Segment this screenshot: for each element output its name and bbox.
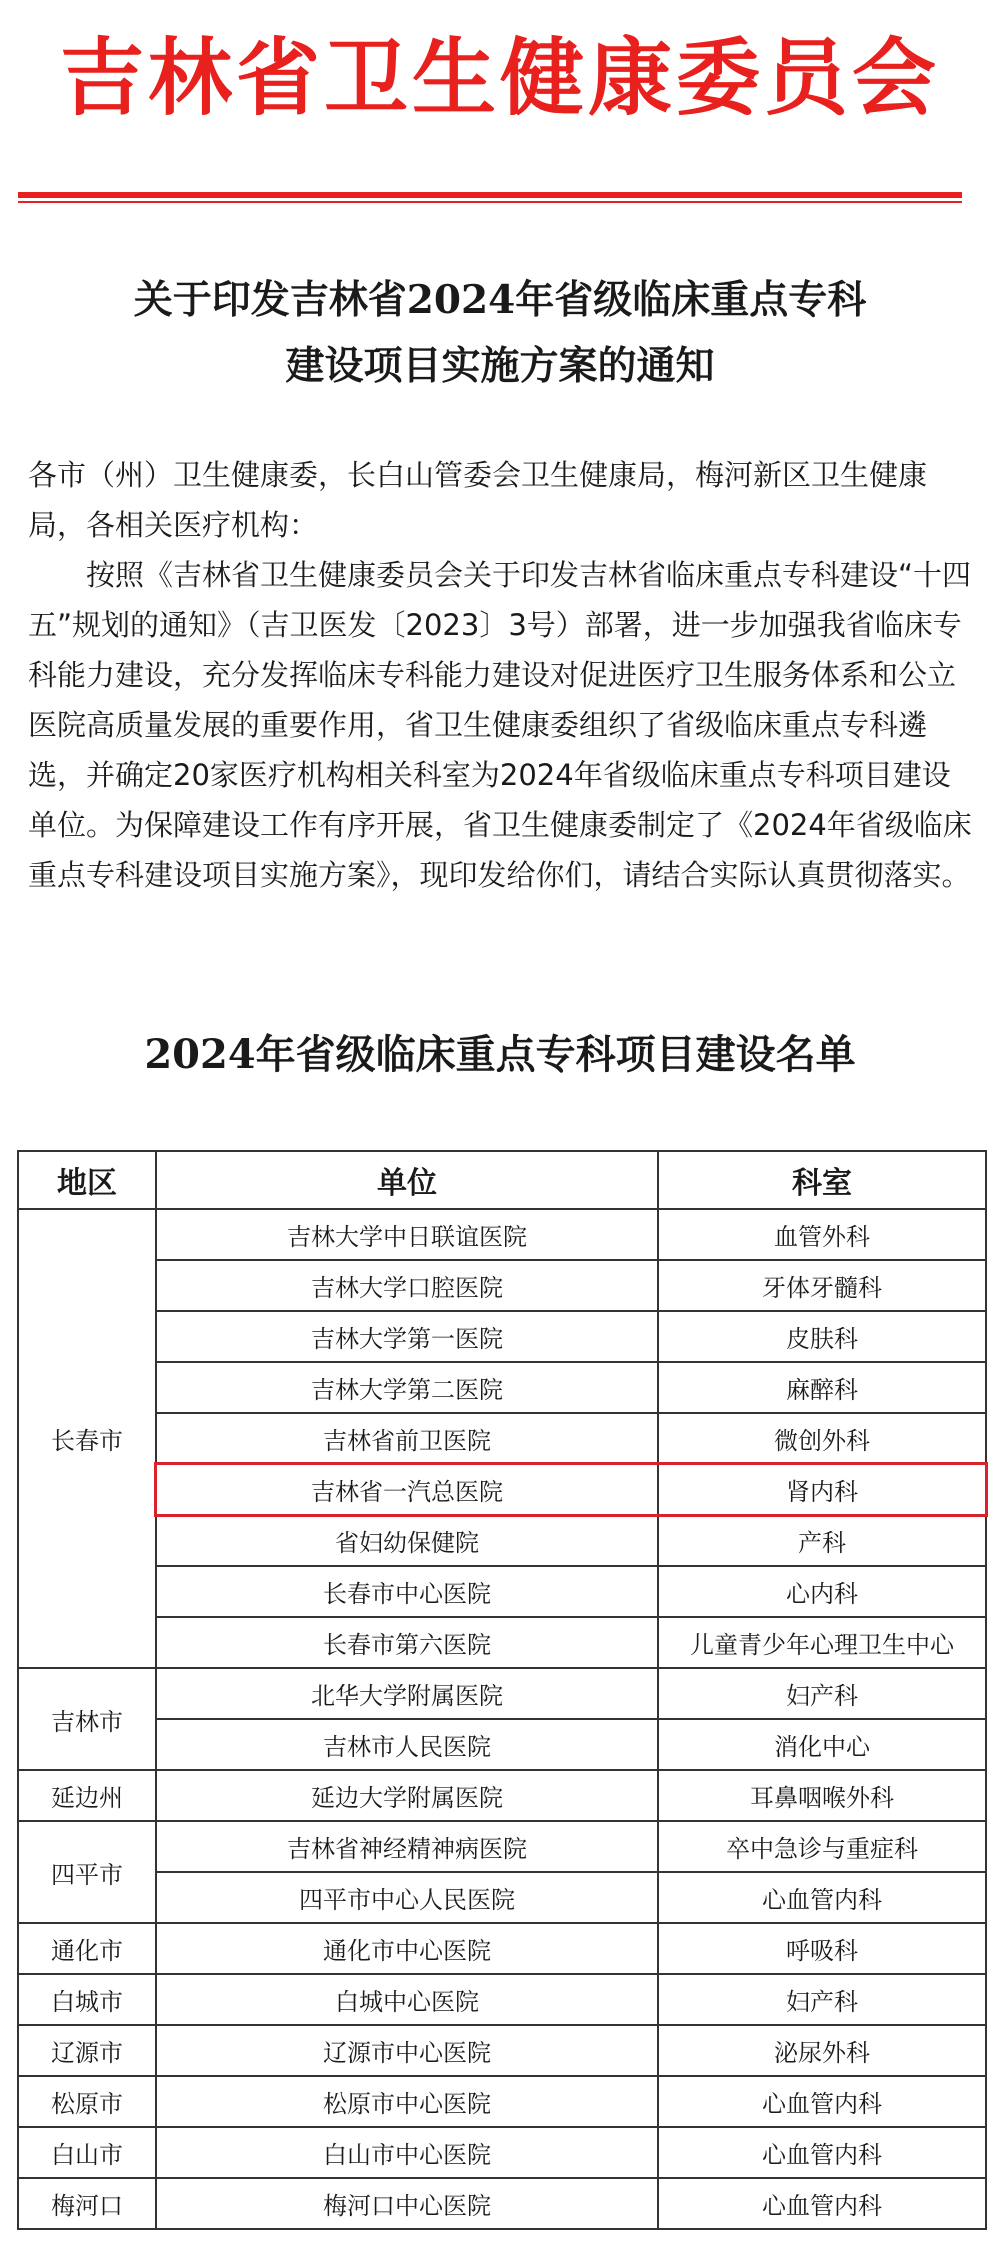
salutation: 各市（州）卫生健康委，长白山管委会卫生健康局，梅河新区卫生健康局，各相关医疗机构： — [28, 458, 928, 542]
region-cell: 吉林市 — [18, 1668, 156, 1770]
list-title: 2024年省级临床重点专科项目建设名单 — [144, 1031, 856, 1078]
department-cell: 呼吸科 — [658, 1923, 986, 1974]
table-row — [18, 1464, 986, 1515]
department-cell: 卒中急诊与重症科 — [658, 1821, 986, 1872]
unit-cell: 吉林大学口腔医院 — [156, 1260, 658, 1311]
region-cell: 梅河口 — [18, 2178, 156, 2229]
department-cell: 消化中心 — [658, 1719, 986, 1770]
unit-cell: 吉林大学第二医院 — [156, 1362, 658, 1413]
department-cell: 皮肤科 — [658, 1311, 986, 1362]
unit-cell: 吉林省一汽总医院 — [156, 1464, 658, 1515]
table-row — [18, 1719, 986, 1770]
unit-cell: 白城中心医院 — [156, 1974, 658, 2025]
unit-cell: 白山市中心医院 — [156, 2127, 658, 2178]
department-cell: 妇产科 — [658, 1668, 986, 1719]
table-row — [18, 1668, 986, 1719]
region-cell: 四平市 — [18, 1821, 156, 1923]
department-cell: 儿童青少年心理卫生中心 — [658, 1617, 986, 1668]
unit-cell: 吉林省前卫医院 — [156, 1413, 658, 1464]
unit-cell: 延边大学附属医院 — [156, 1770, 658, 1821]
table-row — [18, 1974, 986, 2025]
document-title-line-2: 建设项目实施方案的通知 — [285, 343, 715, 389]
department-cell: 妇产科 — [658, 1974, 986, 2025]
table-row — [18, 1515, 986, 1566]
department-cell: 心内科 — [658, 1566, 986, 1617]
unit-cell: 吉林大学第一医院 — [156, 1311, 658, 1362]
table-header-row — [18, 1151, 986, 1209]
table-row — [18, 1566, 986, 1617]
department-cell: 产科 — [658, 1515, 986, 1566]
unit-cell: 北华大学附属医院 — [156, 1668, 658, 1719]
table-row — [18, 1362, 986, 1413]
document-title-line-1: 关于印发吉林省2024年省级临床重点专科 — [133, 277, 867, 323]
masthead-title: 吉林省卫生健康委员会 — [59, 28, 940, 127]
region-cell: 松原市 — [18, 2076, 156, 2127]
header-region: 地区 — [18, 1151, 156, 1209]
body-paragraph: 按照《吉林省卫生健康委员会关于印发吉林省临床重点专科建设“十四五”规划的通知》（吉卫医发〔2023〕3号）部署，进一步加强我省临床专科能力建设，充分发挥临床专科能力建设对促进医疗卫生服务体系和公立医院高质量发展的重要作用，省卫生健康委组织了省级临床重点专科遴选，并确定20家医疗机构相关科室为2024年省级临床重点专科项目建设单位。为保障建设工作有序开展，省卫生健康委制定了《2024年省级临床重点专科建设项目实施方案》，现印发给你们，请结合实际认真贯彻落实。 — [28, 558, 972, 892]
masthead-red-rule — [18, 192, 962, 198]
department-cell: 肾内科 — [658, 1464, 986, 1515]
unit-cell: 长春市中心医院 — [156, 1566, 658, 1617]
department-cell: 心血管内科 — [658, 2178, 986, 2229]
table-row — [18, 1413, 986, 1464]
region-cell: 延边州 — [18, 1770, 156, 1821]
document-body — [28, 450, 973, 900]
masthead-red-rule-thin — [18, 201, 962, 203]
region-cell: 辽源市 — [18, 2025, 156, 2076]
region-cell: 长春市 — [18, 1209, 156, 1668]
table-row — [18, 1821, 986, 1872]
table-row — [18, 2076, 986, 2127]
department-cell: 泌尿外科 — [658, 2025, 986, 2076]
table-row — [18, 1923, 986, 1974]
table-row — [18, 2127, 986, 2178]
table-row — [18, 1617, 986, 1668]
unit-cell: 长春市第六医院 — [156, 1617, 658, 1668]
department-cell: 血管外科 — [658, 1209, 986, 1260]
header-unit: 单位 — [156, 1151, 658, 1209]
region-cell: 白山市 — [18, 2127, 156, 2178]
unit-cell: 吉林市人民医院 — [156, 1719, 658, 1770]
department-cell: 心血管内科 — [658, 2076, 986, 2127]
department-cell: 耳鼻咽喉外科 — [658, 1770, 986, 1821]
unit-cell: 辽源市中心医院 — [156, 2025, 658, 2076]
department-cell: 微创外科 — [658, 1413, 986, 1464]
unit-cell: 梅河口中心医院 — [156, 2178, 658, 2229]
department-cell: 牙体牙髓科 — [658, 1260, 986, 1311]
table-row — [18, 1770, 986, 1821]
header-department: 科室 — [658, 1151, 986, 1209]
department-cell: 麻醉科 — [658, 1362, 986, 1413]
project-list-table — [17, 1150, 987, 2230]
unit-cell: 通化市中心医院 — [156, 1923, 658, 1974]
unit-cell: 吉林大学中日联谊医院 — [156, 1209, 658, 1260]
unit-cell: 松原市中心医院 — [156, 2076, 658, 2127]
region-cell: 白城市 — [18, 1974, 156, 2025]
table-row — [18, 2178, 986, 2229]
unit-cell: 四平市中心人民医院 — [156, 1872, 658, 1923]
department-cell: 心血管内科 — [658, 1872, 986, 1923]
table-row — [18, 1311, 986, 1362]
department-cell: 心血管内科 — [658, 2127, 986, 2178]
region-cell: 通化市 — [18, 1923, 156, 1974]
table-body — [18, 1209, 986, 2229]
table-row — [18, 1209, 986, 1260]
table-row — [18, 1260, 986, 1311]
table-row — [18, 1872, 986, 1923]
unit-cell: 省妇幼保健院 — [156, 1515, 658, 1566]
table-row — [18, 2025, 986, 2076]
unit-cell: 吉林省神经精神病医院 — [156, 1821, 658, 1872]
